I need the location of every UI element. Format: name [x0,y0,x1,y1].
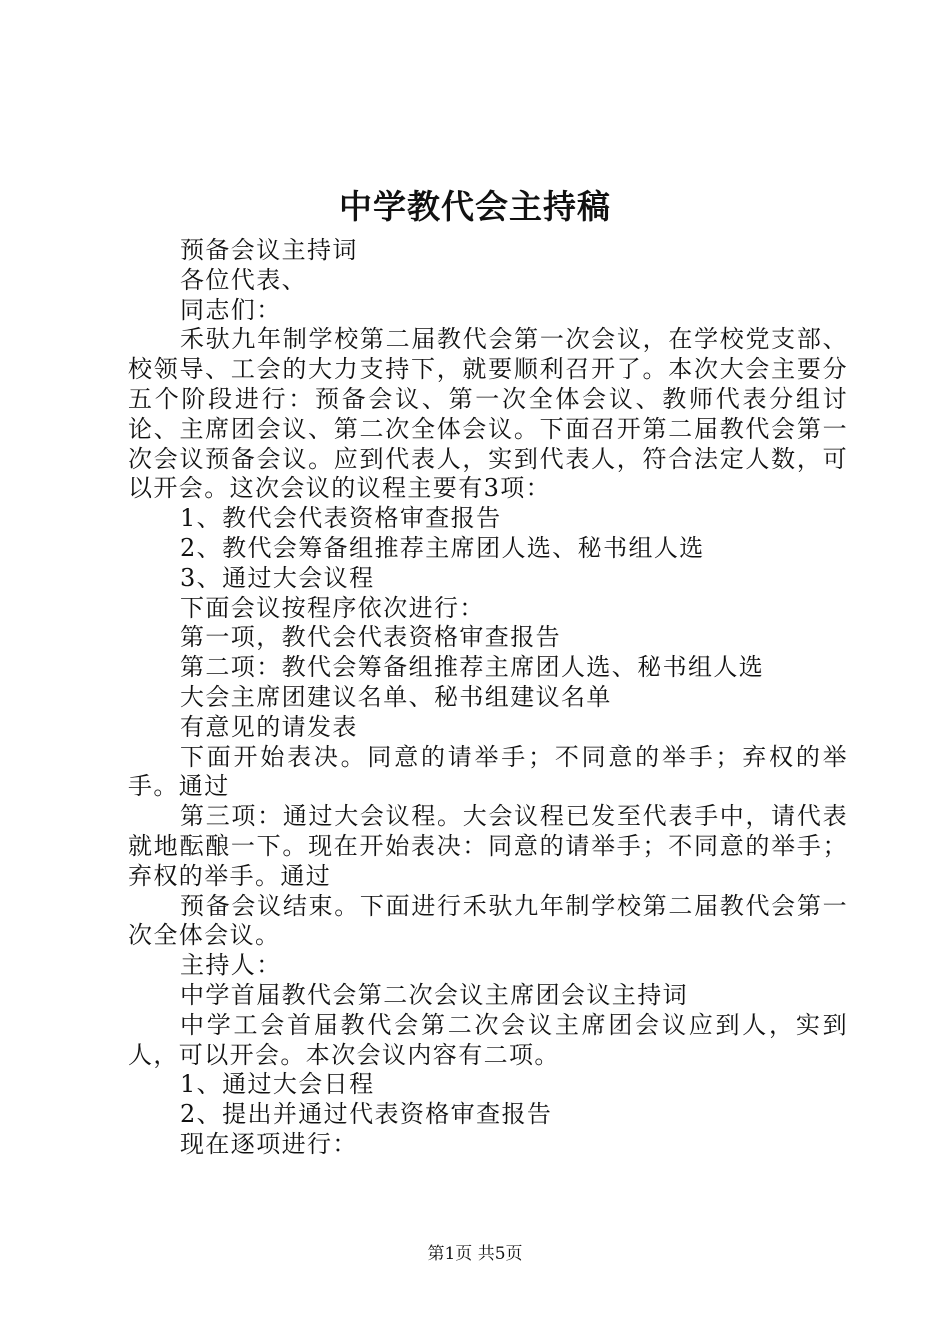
paragraph: 中学工会首届教代会第二次会议主席团会议应到人，实到人，可以开会。本次会议内容有二项。 [128,1010,848,1069]
paragraph: 现在逐项进行： [180,1129,358,1158]
paragraph: 主持人： [180,951,282,980]
paragraph: 2、教代会筹备组推荐主席团人选、秘书组人选 [180,533,705,562]
paragraph: 下面开始表决。同意的请举手；不同意的举手；弃权的举手。通过 [128,742,848,801]
paragraph: 预备会议主持词 [180,236,358,264]
paragraph: 下面会议按程序依次进行： [180,593,485,622]
document-body [128,236,848,1160]
paragraph: 1、教代会代表资格审查报告 [180,504,502,533]
paragraph: 第一项，教代会代表资格审查报告 [180,623,561,652]
paragraph: 大会主席团建议名单、秘书组建议名单 [180,682,612,711]
paragraph: 中学首届教代会第二次会议主席团会议主持词 [180,980,688,1009]
paragraph: 禾驮九年制学校第二届教代会第一次会议，在学校党支部、校领导、工会的大力支持下，就要顺利召开了。本次大会主要分五个阶段进行：预备会议、第一次全体会议、教师代表分组讨论、主席团会议、第二次全体会议。下面召开第二届教代会第一次会议预备会议。应到代表人，实到代表人，符合法定人数，可以开会。这次会议的议程主要有3项： [128,325,848,503]
document-title: 中学教代会主持稿 [339,187,611,226]
page-number-footer: 第1页 共5页 [427,1244,523,1264]
paragraph: 有意见的请发表 [180,712,358,741]
paragraph: 第三项：通过大会议程。大会议程已发至代表手中，请代表就地酝酿一下。现在开始表决：同意的请举手；不同意的举手；弃权的举手。通过 [128,802,848,890]
paragraph: 预备会议结束。下面进行禾驮九年制学校第二届教代会第一次全体会议。 [128,891,848,950]
paragraph: 各位代表、 [180,265,307,294]
paragraph: 同志们： [180,295,282,324]
paragraph: 第二项：教代会筹备组推荐主席团人选、秘书组人选 [180,653,765,682]
paragraph: 1、通过大会日程 [180,1070,375,1099]
paragraph: 2、提出并通过代表资格审查报告 [180,1100,553,1129]
paragraph: 3、通过大会议程 [180,563,375,592]
